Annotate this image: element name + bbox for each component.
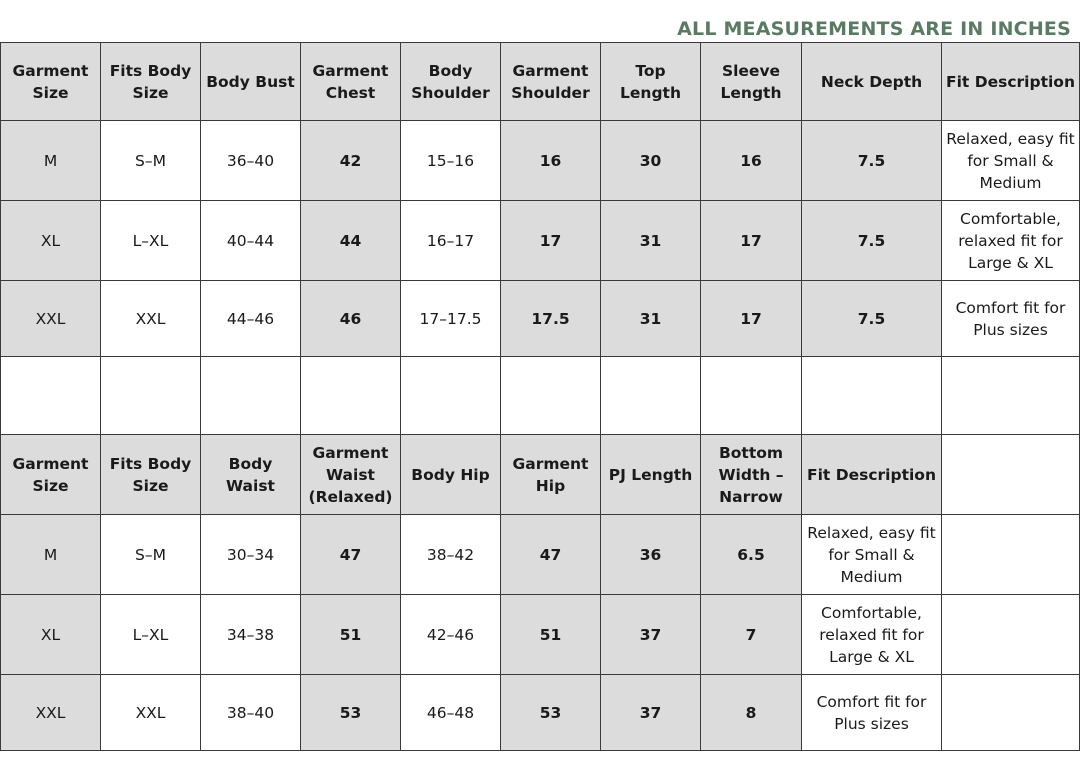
table-row bbox=[1, 595, 1080, 675]
empty-cell bbox=[1, 357, 101, 435]
empty-cell bbox=[501, 357, 601, 435]
empty-cell bbox=[802, 357, 942, 435]
column-header: Body Shoulder bbox=[401, 43, 501, 121]
table-cell: Relaxed, easy fit for Small & Medium bbox=[802, 515, 942, 595]
table-cell: 31 bbox=[601, 281, 701, 357]
table-cell: L–XL bbox=[101, 201, 201, 281]
column-header: Garment Hip bbox=[501, 435, 601, 515]
column-header: Neck Depth bbox=[802, 43, 942, 121]
table-cell: 17 bbox=[701, 281, 802, 357]
table-cell: 7.5 bbox=[802, 281, 942, 357]
empty-cell bbox=[401, 357, 501, 435]
empty-cell bbox=[701, 357, 802, 435]
table-cell: XXL bbox=[101, 675, 201, 751]
table-cell bbox=[942, 515, 1080, 595]
table-cell: Relaxed, easy fit for Small & Medium bbox=[942, 121, 1080, 201]
table-cell: 16 bbox=[701, 121, 802, 201]
table-row bbox=[1, 675, 1080, 751]
table-cell: 34–38 bbox=[201, 595, 301, 675]
table-cell: XXL bbox=[1, 281, 101, 357]
table-cell: 8 bbox=[701, 675, 802, 751]
table-cell: 17 bbox=[501, 201, 601, 281]
table-cell: 17 bbox=[701, 201, 802, 281]
table-cell: 7.5 bbox=[802, 121, 942, 201]
column-header: Fits Body Size bbox=[101, 435, 201, 515]
column-header: Fits Body Size bbox=[101, 43, 201, 121]
table-row bbox=[1, 201, 1080, 281]
table-cell: 51 bbox=[501, 595, 601, 675]
column-header: Garment Chest bbox=[301, 43, 401, 121]
measurement-unit-note: ALL MEASUREMENTS ARE IN INCHES bbox=[677, 18, 1071, 40]
table-cell: 6.5 bbox=[701, 515, 802, 595]
table-cell: 38–42 bbox=[401, 515, 501, 595]
table-cell: 17.5 bbox=[501, 281, 601, 357]
table-cell: 36 bbox=[601, 515, 701, 595]
table-cell: 15–16 bbox=[401, 121, 501, 201]
table-cell: 51 bbox=[301, 595, 401, 675]
table-cell: 31 bbox=[601, 201, 701, 281]
column-header: Sleeve Length bbox=[701, 43, 802, 121]
column-header: Body Waist bbox=[201, 435, 301, 515]
table-cell: S–M bbox=[101, 515, 201, 595]
column-header: Fit Description bbox=[942, 43, 1080, 121]
table-cell: XXL bbox=[101, 281, 201, 357]
column-header: PJ Length bbox=[601, 435, 701, 515]
table-cell: XL bbox=[1, 201, 101, 281]
table-cell: Comfort fit for Plus sizes bbox=[802, 675, 942, 751]
header-row bbox=[1, 435, 1080, 515]
empty-cell bbox=[201, 357, 301, 435]
table-cell: 7 bbox=[701, 595, 802, 675]
column-header: Top Length bbox=[601, 43, 701, 121]
table-cell: 7.5 bbox=[802, 201, 942, 281]
column-header: Fit Description bbox=[802, 435, 942, 515]
table-cell: 42 bbox=[301, 121, 401, 201]
table-cell: 40–44 bbox=[201, 201, 301, 281]
table-cell: 37 bbox=[601, 595, 701, 675]
table-cell: 46 bbox=[301, 281, 401, 357]
column-header: Body Hip bbox=[401, 435, 501, 515]
column-header: Garment Shoulder bbox=[501, 43, 601, 121]
column-header: Garment Size bbox=[1, 435, 101, 515]
column-header bbox=[942, 435, 1080, 515]
table-cell: Comfortable, relaxed fit for Large & XL bbox=[802, 595, 942, 675]
table-cell: M bbox=[1, 121, 101, 201]
size-chart-table bbox=[0, 42, 1080, 751]
table-cell: 37 bbox=[601, 675, 701, 751]
empty-cell bbox=[601, 357, 701, 435]
table-cell: XL bbox=[1, 595, 101, 675]
table-cell bbox=[942, 675, 1080, 751]
table-cell: 53 bbox=[501, 675, 601, 751]
table-row bbox=[1, 281, 1080, 357]
table-cell: 46–48 bbox=[401, 675, 501, 751]
table-cell: 44 bbox=[301, 201, 401, 281]
table-cell: 17–17.5 bbox=[401, 281, 501, 357]
empty-cell bbox=[301, 357, 401, 435]
column-header: Garment Waist (Relaxed) bbox=[301, 435, 401, 515]
table-cell: Comfortable, relaxed fit for Large & XL bbox=[942, 201, 1080, 281]
empty-cell bbox=[942, 357, 1080, 435]
table-cell: 42–46 bbox=[401, 595, 501, 675]
table-cell: 16–17 bbox=[401, 201, 501, 281]
table-cell: 47 bbox=[301, 515, 401, 595]
column-header: Bottom Width – Narrow bbox=[701, 435, 802, 515]
empty-cell bbox=[101, 357, 201, 435]
size-chart-body bbox=[1, 43, 1080, 751]
column-header: Garment Size bbox=[1, 43, 101, 121]
spacer-row bbox=[1, 357, 1080, 435]
column-header: Body Bust bbox=[201, 43, 301, 121]
table-cell: 16 bbox=[501, 121, 601, 201]
table-cell: XXL bbox=[1, 675, 101, 751]
table-cell: 47 bbox=[501, 515, 601, 595]
table-cell: Comfort fit for Plus sizes bbox=[942, 281, 1080, 357]
header-row bbox=[1, 43, 1080, 121]
table-cell: 30 bbox=[601, 121, 701, 201]
table-cell bbox=[942, 595, 1080, 675]
table-cell: 30–34 bbox=[201, 515, 301, 595]
table-cell: M bbox=[1, 515, 101, 595]
table-row bbox=[1, 515, 1080, 595]
table-cell: 53 bbox=[301, 675, 401, 751]
table-cell: S–M bbox=[101, 121, 201, 201]
table-row bbox=[1, 121, 1080, 201]
table-cell: 36–40 bbox=[201, 121, 301, 201]
table-cell: 38–40 bbox=[201, 675, 301, 751]
table-cell: 44–46 bbox=[201, 281, 301, 357]
table-cell: L–XL bbox=[101, 595, 201, 675]
